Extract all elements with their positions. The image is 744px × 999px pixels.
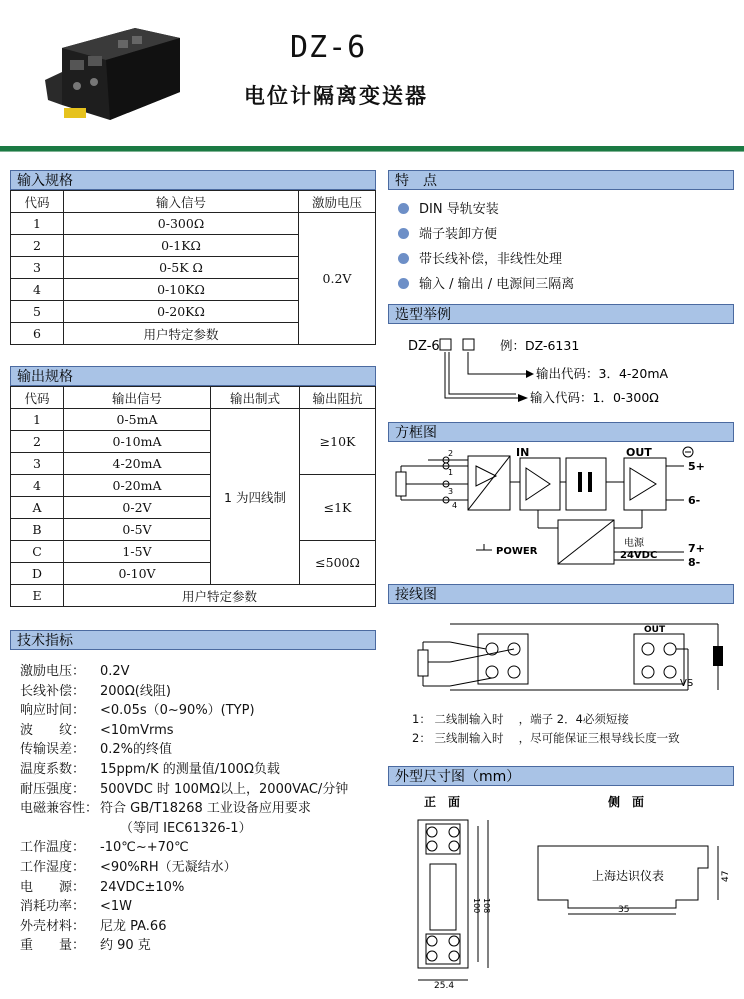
svg-text:2: 2 <box>448 449 454 458</box>
cell-code: 3 <box>11 257 64 279</box>
input-spec-heading: 输入规格 <box>10 170 376 190</box>
spec-row <box>20 701 348 721</box>
spec-key: 电磁兼容性： <box>20 801 99 817</box>
spec-key: 工作温度： <box>20 840 86 856</box>
spec-key: 工作湿度： <box>20 859 86 875</box>
spec-row <box>20 897 348 917</box>
feature-item: 带长线补偿，非线性处理 <box>398 248 562 267</box>
cell-code: 6 <box>11 323 64 345</box>
col-impedance: 输出阻抗 <box>300 387 376 409</box>
output-code-label: 输出代码：3．4-20mA <box>536 366 669 381</box>
spec-key: 激励电压： <box>20 664 86 679</box>
table-row <box>11 409 376 431</box>
spec-row <box>20 740 348 760</box>
spec-value: 约 90 克 <box>100 938 151 954</box>
spec-key: 传输误差： <box>20 742 86 758</box>
spec-value: 24VDC±10% <box>100 879 185 895</box>
cell-signal: 0-300Ω <box>64 213 299 235</box>
cell-signal: 0-1KΩ <box>64 235 299 257</box>
table-row <box>11 475 376 497</box>
cell-code: 2 <box>11 235 64 257</box>
supply-label: 电源 <box>624 538 644 549</box>
cell-code: B <box>11 519 64 541</box>
dim-height-inner: 100 <box>472 898 481 914</box>
model-example: 例：DZ-6131 <box>500 338 580 353</box>
cell-excitation: 0.2V <box>299 213 376 345</box>
col-excitation: 激励电压 <box>299 191 376 213</box>
input-spec-table <box>10 190 376 345</box>
spec-value: 0.2V <box>100 664 130 679</box>
cell-code: 4 <box>11 475 64 497</box>
cell-code: D <box>11 563 64 585</box>
spec-value: 尼龙 PA.66 <box>100 918 167 934</box>
cell-code: A <box>11 497 64 519</box>
feature-item: 端子装卸方便 <box>398 223 497 242</box>
bullet-icon <box>398 278 409 289</box>
dim-side-height: 47 <box>721 870 731 882</box>
vs-label: VS <box>680 678 694 689</box>
cell-mode: 1 为四线制 <box>211 409 300 585</box>
cell-signal: 0-20mA <box>64 475 211 497</box>
cell-signal: 4-20mA <box>64 453 211 475</box>
features-heading: 特 点 <box>388 170 734 190</box>
svg-text:3: 3 <box>448 487 454 496</box>
maker-label: 上海达识仪表 <box>592 869 665 883</box>
spec-row <box>20 858 348 878</box>
spec-key: 响应时间： <box>20 703 86 719</box>
spec-row <box>20 917 348 937</box>
dim-side-width: 35 <box>618 905 630 915</box>
cell-signal: 0-20KΩ <box>64 301 299 323</box>
product-subtitle: 电位计隔离变送器 <box>244 84 428 108</box>
dim-height-outer: 108 <box>482 898 491 914</box>
model-name: DZ-6 <box>408 339 440 354</box>
cell-impedance: ≤1K <box>300 475 376 541</box>
spec-value: <90%RH（无凝结水） <box>100 859 237 875</box>
spec-row <box>20 819 348 839</box>
col-mode: 输出制式 <box>211 387 300 409</box>
svg-text:5+: 5+ <box>688 460 705 473</box>
cell-signal: 0-5mA <box>64 409 211 431</box>
wiring-heading: 接线图 <box>388 584 734 604</box>
supply-voltage: 24VDC <box>620 550 658 561</box>
spec-value: 200Ω(线阻) <box>100 683 171 699</box>
wiring-out-label: OUT <box>644 625 666 635</box>
spec-row <box>20 662 348 682</box>
spec-value: 500VDC 时 100MΩ以上，2000VAC/分钟 <box>100 781 349 797</box>
model-code-diagram <box>388 326 734 412</box>
table-row <box>11 213 376 235</box>
spec-key: 波 纹： <box>20 722 86 738</box>
cell-code: 1 <box>11 409 64 431</box>
header-divider-thin <box>0 151 744 152</box>
svg-text:6-: 6- <box>688 494 701 507</box>
cell-signal: 0-10mA <box>64 431 211 453</box>
spec-value: -10℃~+70℃ <box>100 840 189 856</box>
svg-text:7+: 7+ <box>688 542 705 555</box>
cell-code: 2 <box>11 431 64 453</box>
feature-item: 输入 / 输出 / 电源间三隔离 <box>398 273 574 292</box>
cell-signal: 用户特定参数 <box>64 323 299 345</box>
spec-value: （等同 IEC61326-1） <box>120 820 252 836</box>
wiring-diagram <box>388 606 738 702</box>
cell-code: 5 <box>11 301 64 323</box>
spec-row <box>20 780 348 800</box>
output-spec-table <box>10 386 376 607</box>
col-signal: 输入信号 <box>64 191 299 213</box>
spec-row <box>20 760 348 780</box>
spec-key: 外壳材料： <box>20 918 86 934</box>
product-title: DZ-6 <box>290 30 367 65</box>
dimension-drawing <box>388 790 740 990</box>
block-diagram-heading: 方框图 <box>388 422 734 442</box>
table-row <box>11 585 376 607</box>
spec-row <box>20 878 348 898</box>
spec-value: <10mVrms <box>100 722 174 738</box>
cell-signal: 0-10KΩ <box>64 279 299 301</box>
spec-row <box>20 799 348 819</box>
cell-signal: 0-10V <box>64 563 211 585</box>
spec-value: <1W <box>100 899 133 915</box>
cell-code: 1 <box>11 213 64 235</box>
svg-text:1: 1 <box>448 468 454 477</box>
model-heading: 选型举例 <box>388 304 734 324</box>
spec-key: 耐压强度： <box>20 781 86 797</box>
cell-signal: 0-2V <box>64 497 211 519</box>
dim-width: 25.4 <box>434 981 455 990</box>
spec-row <box>20 721 348 741</box>
wiring-note: 2： 三线制输入时 ，尽可能保证三根导线长度一致 <box>412 731 680 745</box>
spec-value: 15ppm/K 的测量值/100Ω负载 <box>100 761 280 777</box>
block-diagram <box>388 442 738 572</box>
cell-impedance: ≥10K <box>300 409 376 475</box>
cell-signal: 1-5V <box>64 541 211 563</box>
spec-key: 重 量： <box>20 938 86 954</box>
bullet-icon <box>398 203 409 214</box>
input-code-label: 输入代码：1．0-300Ω <box>530 390 659 405</box>
svg-text:4: 4 <box>452 501 458 510</box>
col-signal: 输出信号 <box>64 387 211 409</box>
spec-value: 0.2%的终值 <box>100 742 173 758</box>
bullet-icon <box>398 228 409 239</box>
cell-signal: 用户特定参数 <box>64 585 376 607</box>
tech-spec-heading: 技术指标 <box>10 630 376 650</box>
dimensions-heading: 外型尺寸图（mm） <box>388 766 734 786</box>
cell-code: 3 <box>11 453 64 475</box>
spec-key: 电 源： <box>20 879 86 895</box>
col-code: 代码 <box>11 191 64 213</box>
spec-value: 符合 GB/T18268 工业设备应用要求 <box>100 801 311 817</box>
product-photo <box>40 20 190 132</box>
out-label: OUT <box>626 446 652 459</box>
spec-row <box>20 838 348 858</box>
spec-row <box>20 682 348 702</box>
code-box-input <box>440 339 451 350</box>
col-code: 代码 <box>11 387 64 409</box>
spec-key: 长线补偿： <box>20 683 86 699</box>
code-box-output <box>463 339 474 350</box>
cell-signal: 0-5K Ω <box>64 257 299 279</box>
front-label: 正 面 <box>424 795 461 809</box>
bullet-icon <box>398 253 409 264</box>
spec-key: 温度系数： <box>20 761 86 777</box>
cell-code: 4 <box>11 279 64 301</box>
spec-value: <0.05s（0~90%）(TYP) <box>100 703 255 719</box>
table-row <box>11 541 376 563</box>
in-label: IN <box>516 446 530 459</box>
wiring-note: 1： 二线制输入时 ，端子 2．4必须短接 <box>412 712 629 726</box>
feature-item: DIN 导轨安装 <box>398 198 499 217</box>
power-label: POWER <box>496 546 538 557</box>
spec-key: 消耗功率： <box>20 899 86 915</box>
spec-row <box>20 936 348 956</box>
cell-signal: 0-5V <box>64 519 211 541</box>
output-spec-heading: 输出规格 <box>10 366 376 386</box>
tech-spec-list <box>20 662 348 956</box>
svg-text:8-: 8- <box>688 556 701 569</box>
cell-impedance: ≤500Ω <box>300 541 376 585</box>
cell-code: C <box>11 541 64 563</box>
side-label: 侧 面 <box>608 795 645 809</box>
cell-code: E <box>11 585 64 607</box>
